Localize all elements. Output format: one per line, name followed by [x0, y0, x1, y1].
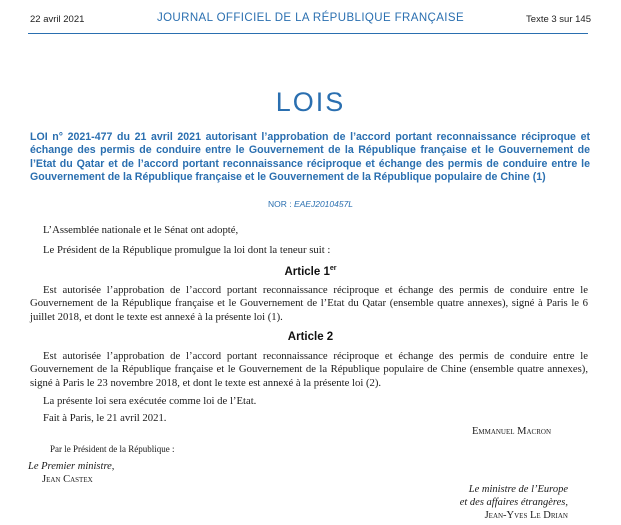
minister-title-line-1: Le ministre de l’Europe [468, 484, 568, 495]
preamble-adopted: L’Assemblée nationale et le Sénat ont adopté, [43, 224, 239, 236]
par-le-president: Par le Président de la République : [50, 444, 175, 454]
minister-name: Jean-Yves Le Drian [484, 510, 568, 521]
loi-title: LOI n° 2021-477 du 21 avril 2021 autorisant l’approbation de l’accord portant reconnaissance réciproque et échange des permis de conduire entre le Gouvernement de la République française et le Gouvernement de l’Etat du Qatar et de l’accord portant reconnaissance réciproque et échange des permis de conduire entre le Gouvernement de la République française et le Gouvernement de la République populaire de Chine (1) [30, 131, 590, 183]
article-2-title: Article 2 [287, 331, 334, 343]
article-2-text [30, 350, 588, 390]
article-1-body: Est autorisée l’approbation de l’accord portant reconnaissance réciproque et échange des permis de conduire entre le Gouvernement de la République française et le Gouvernement de l’Etat du Qatar (ensemble quatre annexes), signé à Paris le 6 juillet 2018, et dont le texte est annexé à la présente loi (1). [30, 284, 588, 323]
section-title: LOIS [275, 87, 346, 117]
article-2-body: Est autorisée l’approbation de l’accord portant reconnaissance réciproque et échange des permis de conduire entre le Gouvernement de la République française et le Gouvernement de la République populaire de Chine (ensemble quatre annexes), signé à Paris le 23 novembre 2018, et dont le texte est annexé à la présente loi (2). [30, 350, 588, 389]
nor-label: NOR : [267, 199, 294, 209]
header-divider [28, 33, 588, 34]
article-1-title-sup: er [329, 265, 337, 272]
nor-reference [0, 199, 621, 209]
prime-minister-title: Le Premier ministre, [28, 461, 115, 472]
minister-title-line-2: et des affaires étrangères, [459, 497, 568, 508]
journal-title: JOURNAL OFFICIEL DE LA RÉPUBLIQUE FRANÇAISE [156, 12, 465, 24]
minister-title [330, 483, 568, 509]
signature-president: Emmanuel Macron [471, 426, 551, 437]
header-date: 22 avril 2021 [30, 14, 85, 25]
nor-value: EAEJ2010457L [293, 199, 354, 209]
preamble-promulgates: Le Président de la République promulgue la loi dont la teneur suit : [43, 244, 331, 256]
article-1-text [30, 284, 588, 324]
closing-executed: La présente loi sera exécutée comme loi de l’Etat. [43, 395, 257, 407]
closing-done: Fait à Paris, le 21 avril 2021. [43, 412, 167, 424]
header-page-number: Texte 3 sur 145 [526, 14, 591, 25]
prime-minister-name: Jean Castex [42, 474, 93, 485]
article-1-title-text: Article 1 [284, 265, 330, 278]
article-1-title [0, 265, 621, 278]
